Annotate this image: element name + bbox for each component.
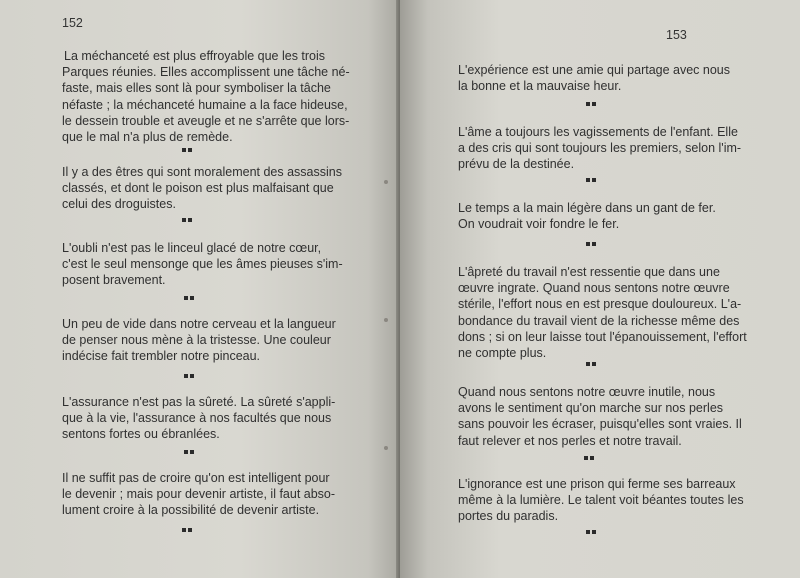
section-separator xyxy=(184,374,194,378)
paragraph: La méchanceté est plus effroyable que les trois Parques réunies. Elles accomplissent une tâche né- faste, mais elles sont là pour symboliser la tâche néfaste ; la méchanceté humaine a la face hideuse, le dessein trouble et aveugle et ne s'arrête que lors- que le mal n'a plus de remède. xyxy=(62,49,350,145)
paragraph: L'oubli n'est pas le linceul glacé de notre cœur, c'est le seul mensonge que les âmes pieuses s'im- posent bravement. xyxy=(62,241,343,288)
page-number-right: 153 xyxy=(666,28,687,42)
right-page xyxy=(400,0,800,578)
section-separator xyxy=(182,218,192,222)
section-separator xyxy=(184,450,194,454)
paragraph: L'ignorance est une prison qui ferme ses barreaux même à la lumière. Le talent voit béantes toutes les portes du paradis. xyxy=(458,477,744,524)
section-separator xyxy=(182,148,192,152)
paragraph: L'assurance n'est pas la sûreté. La sûreté s'appli- que à la vie, l'assurance à nos facultés que nous sentons fortes ou ébranlées. xyxy=(62,395,336,442)
paragraph: Il y a des êtres qui sont moralement des assassins classés, et dont le poison est plus malfaisant que celui des droguistes. xyxy=(62,165,342,212)
paragraph: L'expérience est une amie qui partage avec nous la bonne et la mauvaise heur. xyxy=(458,63,731,94)
page-number-left: 152 xyxy=(62,16,83,30)
section-separator xyxy=(586,178,596,182)
section-separator xyxy=(182,528,192,532)
section-separator xyxy=(184,296,194,300)
section-separator xyxy=(586,530,596,534)
paragraph: L'âme a toujours les vagissements de l'enfant. Elle a des cris qui sont toujours les premiers, selon l'im- prévu de la destinée. xyxy=(458,125,742,172)
section-separator xyxy=(584,456,594,460)
paragraph: Quand nous sentons notre œuvre inutile, nous avons le sentiment qu'on marche sur nos perles sans pouvoir les écraser, puisqu'elles sont vraies. Il faut relever et nos perles et notre travail. xyxy=(458,385,742,448)
paragraph: L'âpreté du travail n'est ressentie que dans une œuvre ingrate. Quand nous sentons notre œuvre stérile, l'effort nous en est presque douloureux. L'a- bondance du travail vient de la richesse même des dons ; si on leur laisse tout l'épanouissement, l'effort ne compte plus. xyxy=(458,265,747,361)
paragraph: Un peu de vide dans notre cerveau et la langueur de penser nous mène à la tristesse. Une couleur indécise fait trembler notre pinceau. xyxy=(62,317,336,364)
paragraph: Il ne suffit pas de croire qu'on est intelligent pour le devenir ; mais pour devenir artiste, il faut abso- lument croire à la possibilité de devenir artiste. xyxy=(62,471,336,518)
section-separator xyxy=(586,242,596,246)
section-separator xyxy=(586,362,596,366)
paragraph: Le temps a la main légère dans un gant de fer. On voudrait voir fondre le fer. xyxy=(458,201,716,232)
section-separator xyxy=(586,102,596,106)
